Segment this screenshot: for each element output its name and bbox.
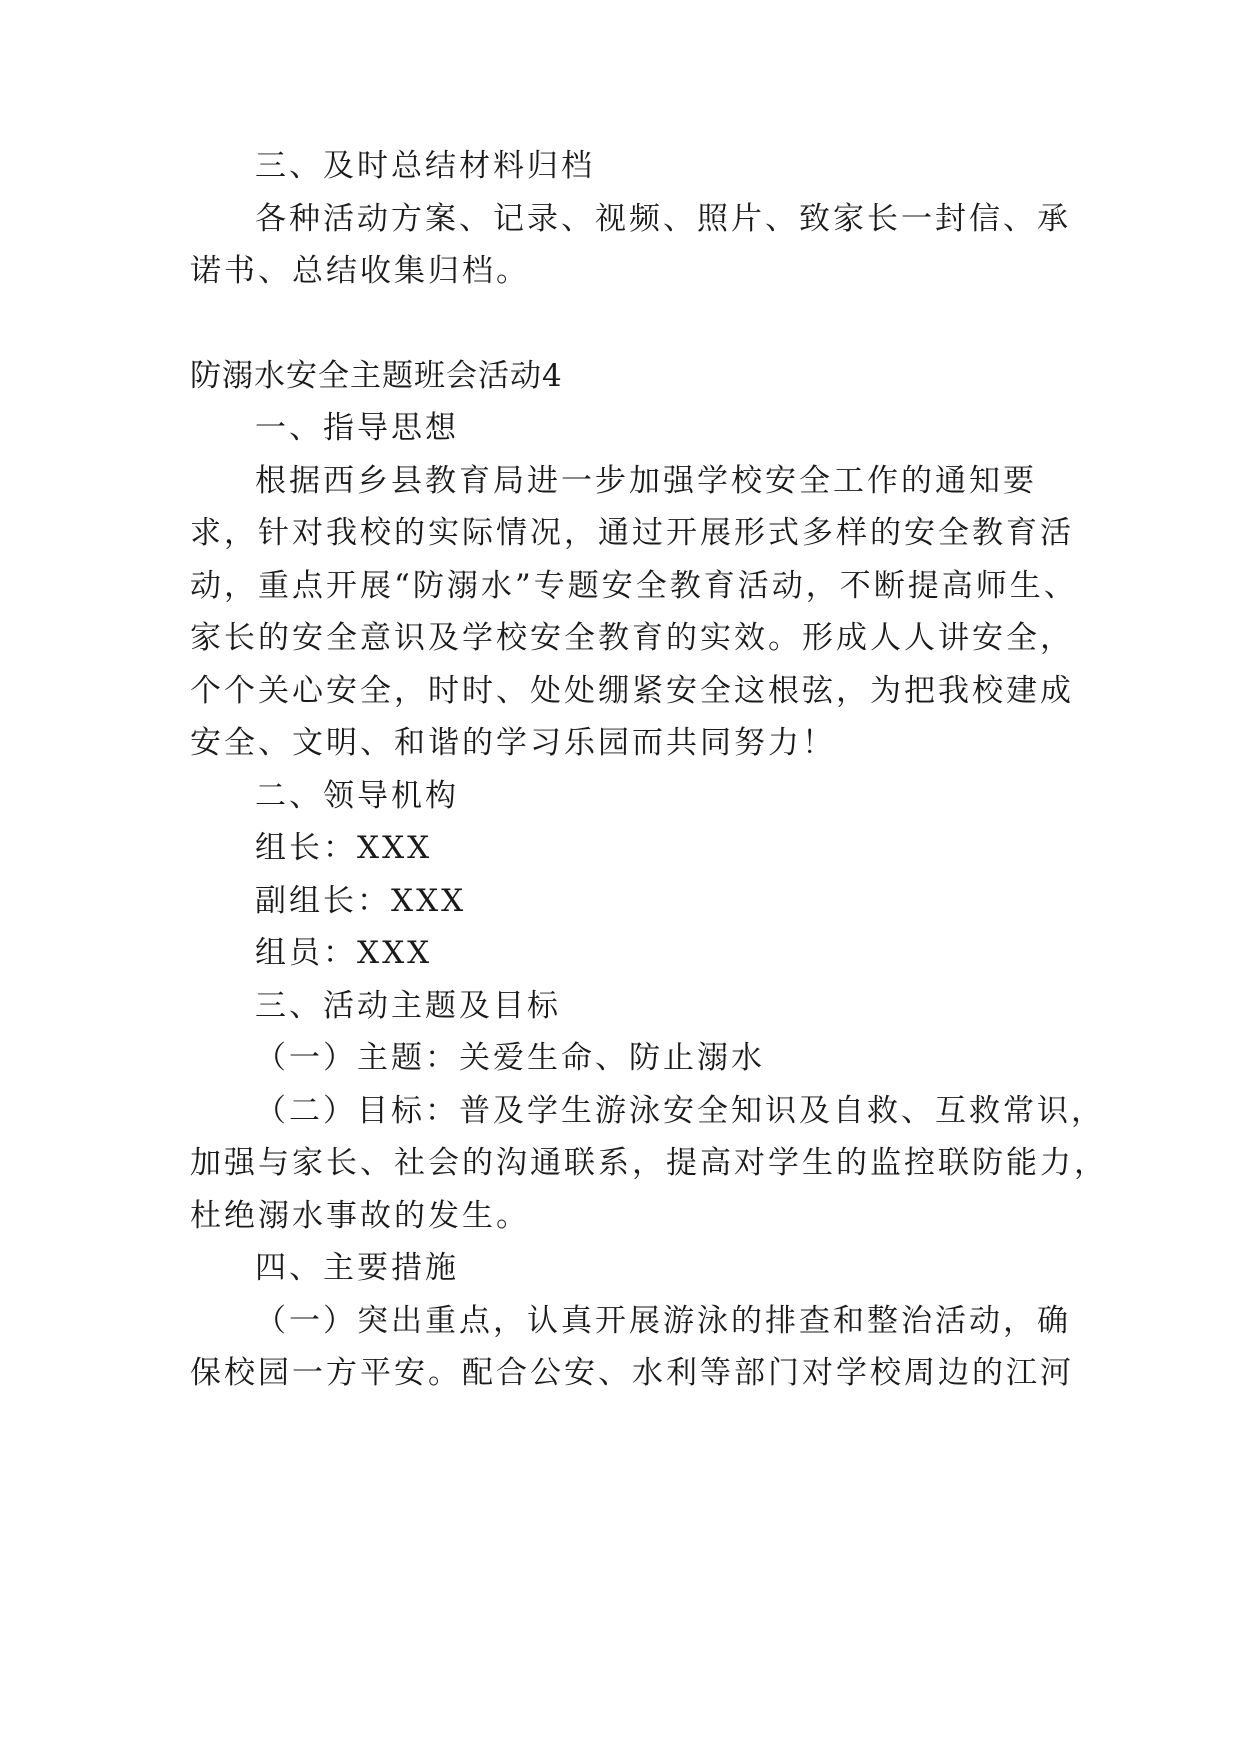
section-heading-theme-goals: 三、活动主题及目标 [255,988,561,1024]
list-item-measure-1: （一）突出重点，认真开展游泳的排查和整治活动，确 [255,1303,1071,1339]
section-heading-leadership: 二、领导机构 [255,778,459,814]
paragraph-line: 各种活动方案、记录、视频、照片、致家长一封信、承 [255,201,1071,237]
paragraph-line: 求，针对我校的实际情况，通过开展形式多样的安全教育活 [190,515,1074,551]
section-heading-measures: 四、主要措施 [255,1250,459,1286]
paragraph-line: 诺书、总结收集归档。 [190,253,530,289]
paragraph-line: 动，重点开展“防溺水”专题安全教育活动，不断提高师生、 [190,568,1078,604]
paragraph-line: 杜绝溺水事故的发生。 [190,1198,530,1234]
paragraph-line: 加强与家长、社会的沟通联系，提高对学生的监控联防能力， [190,1145,1108,1181]
paragraph-line: 家长的安全意识及学校安全教育的实效。形成人人讲安全， [190,620,1074,656]
paragraph-line: 根据西乡县教育局进一步加强学校安全工作的通知要 [255,463,1037,499]
paragraph-line: 保校园一方平安。配合公安、水利等部门对学校周边的江河 [190,1355,1074,1391]
paragraph-line: 个个关心安全，时时、处处绷紧安全这根弦，为把我校建成 [190,673,1074,709]
list-item-theme: （一）主题：关爱生命、防止溺水 [255,1040,765,1076]
section-heading-guiding-ideology: 一、指导思想 [255,410,459,446]
list-item-group-leader: 组长：XXX [255,830,433,866]
list-item-deputy-leader: 副组长：XXX [255,883,467,919]
paragraph-line: 安全、文明、和谐的学习乐园而共同努力！ [190,725,836,761]
list-item-members: 组员：XXX [255,935,433,971]
list-item-goal: （二）目标：普及学生游泳安全知识及自救、互救常识， [255,1093,1105,1129]
section-heading-archive: 三、及时总结材料归档 [255,148,595,184]
document-title: 防溺水安全主题班会活动4 [190,358,563,394]
